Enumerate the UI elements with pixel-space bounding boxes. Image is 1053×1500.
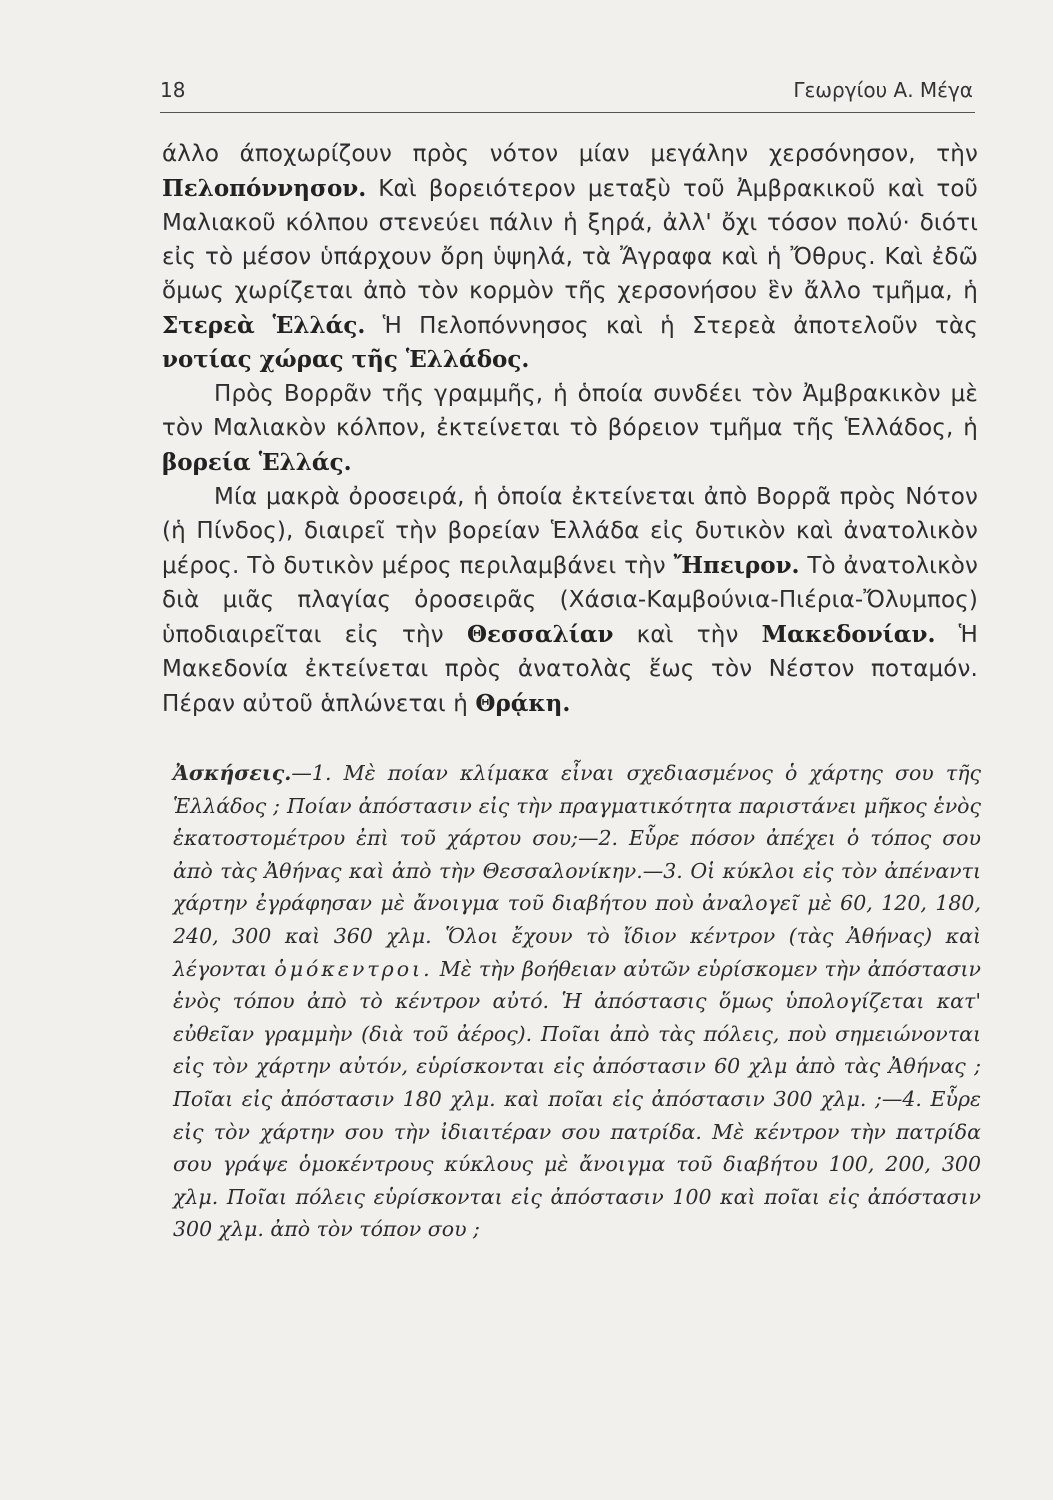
text-run: —1. Μὲ ποίαν κλίμακα εἶναι σχεδιασμένος ὁ χάρτης σου τῆς Ἑλλάδος ; Ποίαν ἀπόστασιν εἰς τὴν πραγματικότητα παριστάνει μῆκος ἑνὸς ἑκατοστομέτρου ἐπὶ τοῦ χάρτου σου;—2. Εὗρε πόσον ἀπέχει ὁ τόπος σου ἀπὸ τὰς Ἀθήνας καὶ ἀπὸ τὴν Θεσσαλονίκην.—3. Οἱ κύκλοι εἰς τὸν ἀπέναντι χάρτην ἐγράφησαν μὲ ἄνοιγμα τοῦ διαβήτου ποὺ ἀναλογεῖ μὲ 60, 120, 180, 240, 300 καὶ 360 χλμ. Ὅλοι ἔχουν τὸ ἴδιον κέντρον (τὰς Ἀθήνας) καὶ λέγονται	[173, 761, 981, 981]
exercises-paragraph	[173, 757, 981, 1246]
page-header	[160, 72, 975, 113]
spaced-term-omokentroi: ὁμόκεντροι.	[274, 956, 433, 981]
text-run: Μία μακρὰ ὀροσειρά, ἡ ὁποία ἐκτείνεται ἀπὸ Βορρᾶ πρὸς Νότον (ἡ Πίνδος), διαιρεῖ τὴν βορείαν Ἑλλάδα εἰς δυτικὸν καὶ ἀνατολικὸν μέρος. Τὸ δυτικὸν μέρος περιλαμβάνει τὴν	[162, 484, 978, 579]
bold-term-macedonia: Μακεδονίαν.	[761, 620, 936, 648]
bold-term-northern-greece: βορεία Ἑλλάς.	[162, 449, 352, 477]
text-run: Πρὸς Βορρᾶν τῆς γραμμῆς, ἡ ὁποία συνδέει τὸν Ἀμβρακικὸν μὲ τὸν Μαλιακὸν κόλπον, ἐκτείνεται τὸ βόρειον τμῆμα τῆς Ἑλλάδος, ἡ	[162, 381, 978, 442]
page-number: 18	[160, 78, 186, 102]
paragraph-northern-greece	[162, 378, 978, 481]
text-run: Ἡ Πελοπόννησος καὶ ἡ Στερεὰ ἀποτελοῦν τὰς	[365, 312, 978, 339]
paragraph-pindus	[162, 481, 978, 721]
main-text	[162, 138, 978, 721]
paragraph-peloponnese	[162, 138, 978, 378]
text-run: καὶ τὴν	[613, 621, 762, 648]
bold-term-thrace: Θρᾴκη.	[475, 689, 571, 717]
bold-term-sterea-ellas: Στερεὰ Ἑλλάς.	[162, 311, 366, 339]
text-run: Καὶ βορειότερον μεταξὺ τοῦ Ἀμβρακικοῦ καὶ τοῦ Μαλιακοῦ κόλπου στενεύει πάλιν ἡ ξηρά, ἀλλ' ὄχι τόσον πολύ· διότι εἰς τὸ μέσον ὑπάρχουν ὄρη ὑψηλά, τὰ Ἄγραφα καὶ ἡ Ὄθρυς. Καὶ ἐδῶ ὅμως χωρίζεται ἀπὸ τὸν κορμὸν τῆς χερσονήσου ἓν ἄλλο τμῆμα, ἡ	[162, 175, 978, 304]
bold-term-epirus: Ἤπειρον.	[673, 551, 800, 579]
exercises-label: Ἀσκήσεις.	[173, 761, 292, 785]
bold-term-thessaly: Θεσσαλίαν	[466, 620, 614, 648]
exercises-section	[173, 757, 981, 1246]
bold-term-southern-lands: νοτίας χώρας τῆς Ἑλλάδος.	[162, 346, 530, 374]
running-head: Γεωργίου Α. Μέγα	[793, 78, 973, 102]
bold-term-peloponnisos: Πελοπόννησον.	[162, 174, 367, 202]
text-run: Ἡ Μακεδονία ἐκτείνεται πρὸς ἀνατολὰς ἕως τὸν Νέστον ποταμόν. Πέραν αὐτοῦ ἁπλώνεται ἡ	[162, 621, 979, 717]
text-run: άλλο άποχωρίζουν πρὸς νότον μίαν μεγάλην χερσόνησον, τὴν	[162, 141, 978, 167]
text-run: Τὸ ἀνατολικὸν διὰ μιᾶς πλαγίας ὀροσειρᾶς (Χάσια-Καμβούνια-Πιέρια-Ὄλυμπος) ὑποδιαιρεῖται εἰς τὴν	[162, 552, 978, 648]
text-run: Μὲ τὴν βοήθειαν αὐτῶν εὑρίσκομεν τὴν ἀπόστασιν ἑνὸς τόπου ἀπὸ τὸ κέντρον αὐτό. Ἡ ἀπόστασις ὅμως ὑπολογίζεται κατ' εὐθεῖαν γραμμὴν (διὰ τοῦ ἀέρος). Ποῖαι ἀπὸ τὰς πόλεις, ποὺ σημειώνονται εἰς τὸν χάρτην αὐτόν, εὑρίσκονται εἰς ἀπόστασιν 60 χλμ ἀπὸ τὰς Ἀθήνας ; Ποῖαι εἰς ἀπόστασιν 180 χλμ. καὶ ποῖαι εἰς ἀπόστασιν 300 χλμ. ;—4. Εὗρε εἰς τὸν χάρτην σου τὴν ἰδιαιτέραν σου πατρίδα. Μὲ κέντρον τὴν πατρίδα σου γράψε ὁμοκέντρους κύκλους μὲ ἄνοιγμα τοῦ διαβήτου 100, 200, 300 χλμ. Ποῖαι πόλεις εὑρίσκονται εἰς ἀπόστασιν 100 καὶ ποῖαι εἰς ἀπόστασιν 300 χλμ. ἀπὸ τὸν τόπον σου ;	[173, 956, 981, 1242]
